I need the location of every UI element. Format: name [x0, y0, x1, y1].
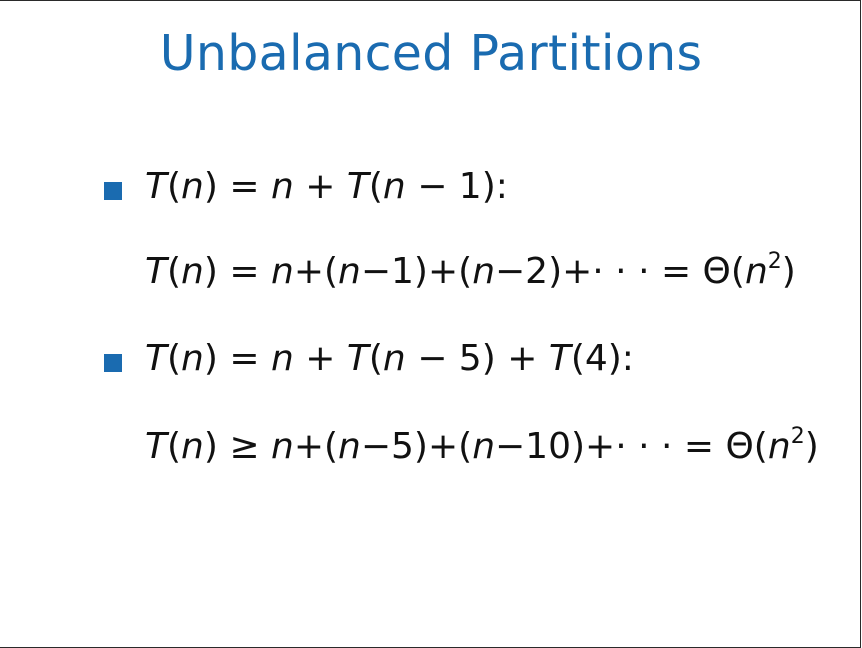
- derivation-2-text: T(n) ≥ n+(n−5)+(n−10)+· · · = $\Theta(n^2)$: [145, 424, 819, 467]
- bullet-item-2: [145, 337, 634, 381]
- bullet-item-1-text: T(n) = n + T(n − 1):: [145, 166, 508, 207]
- bullet-item-2-text: T(n) = n + T(n − 5) + T(4):: [145, 338, 634, 379]
- derivation-1: [145, 250, 796, 294]
- derivation-2: [145, 425, 819, 469]
- bullet-item-1: [145, 165, 508, 209]
- bullet-marker: [104, 182, 122, 200]
- slide-title: Unbalanced Partitions: [159, 25, 703, 82]
- bullet-marker: [104, 354, 122, 372]
- derivation-1-text: T(n) = n+(n−1)+(n−2)+· · · = $\Theta(n^2)$: [145, 249, 796, 292]
